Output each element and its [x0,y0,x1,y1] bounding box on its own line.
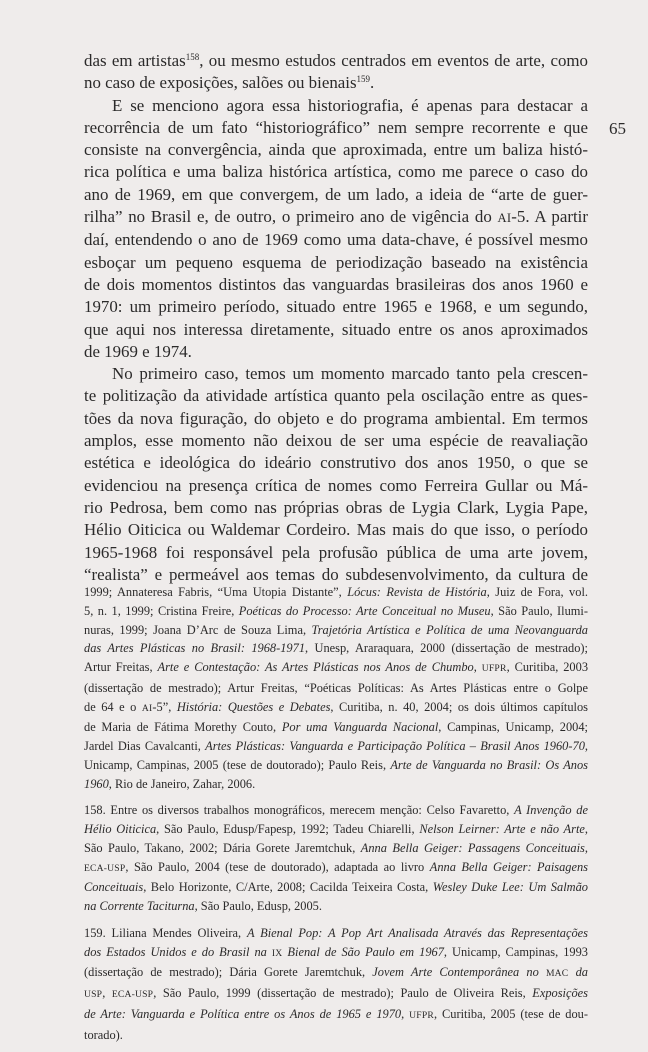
footnote-line: nuras, 1999; Joana D’Arc de Souza Lima, Trajetória Artística e Política de uma Neovanguarda [84,622,588,637]
text-line: daí, entendendo o ano de 1969 como uma data-chave, é possível mesmo [84,230,588,250]
text-line: que aqui nos interessa diretamente, situado entre os anos aproximados [84,319,588,339]
text-line: tões da nova figuração, do objeto e do programa ambiental. Em termos [84,408,588,428]
text-line: rica política e uma baliza histórica artística, como me parece o caso do [84,162,588,182]
footnote-line: de Maria de Fátima Morethy Couto, Por uma Vanguarda Nacional, Campinas, Unicamp, 2004; [84,720,588,735]
text-line: estética e ideológica do ideário construtivo dos anos 1950, o que se [84,453,588,473]
footnote-line: Hélio Oiticica, São Paulo, Edusp/Fapesp, 1992; Tadeu Chiarelli, Nelson Leirner: Arte e não Arte, [84,822,588,836]
main-text [84,50,588,586]
footnote-line: na Corrente Taciturna, São Paulo, Edusp, 2005. [84,899,322,913]
text-line: E se menciono agora essa historiografia, é apenas para destacar a [112,95,588,115]
footnote-line: 158. Entre os diversos trabalhos monográficos, merecem menção: Celso Favaretto, A Invenção de [84,803,588,818]
text-line: amplos, esse momento não deixou de ser uma espécie de reavaliação [84,431,588,451]
footnote-ref-158: 158 [185,52,200,62]
footnote-line: Conceituais, Belo Horizonte, C/Arte, 2008; Cacilda Teixeira Costa, Wesley Duke Lee: Um Salmão [84,880,588,895]
text-line: rilha” no Brasil e, de outro, o primeiro ano de vigência do AI-5. A partir [84,207,588,227]
text-line: 1970: um primeiro período, situado entre 1965 e 1968, e um segundo, [84,297,588,317]
text-line: no caso de exposições, salões ou bienais$^{159}$. [84,73,375,93]
footnote-159 [84,924,588,1045]
text-line: “realista” e permeável aos temas do subdesenvolvimento, da cultura de [84,564,588,584]
footnote-line: torado). [84,1027,123,1042]
text-line: te politização da atividade artística quanto pela oscilação entre as ques- [84,386,588,406]
footnote-ref-159: 159 [356,74,371,85]
paragraph-2 [84,95,588,364]
footnote-line: dos Estados Unidos e do Brasil na IX Bienal de São Paulo em 1967, Unicamp, Campinas, 1993 [84,944,588,959]
footnote-line: (dissertação de mestrado); Artur Freitas, “Poéticas Políticas: As Artes Plásticas entre o Golpe [84,680,588,695]
text-line: No primeiro caso, temos um momento marcado tanto pela crescen- [112,364,588,384]
footnote-line: (dissertação de mestrado); Dária Gorete Jaremtchuk, Jovem Arte Contemporânea no MAC da [84,965,588,980]
footnote-line: 1960, Rio de Janeiro, Zahar, 2006. [84,776,256,791]
footnote-line: São Paulo, Takano, 2002; Dária Gorete Jaremtchuk, Anna Bella Geiger: Passagens Conceituais, [84,840,588,855]
footnote-line: 5, n. 1, 1999; Cristina Freire, Poéticas do Processo: Arte Conceitual no Museu, São Paulo, Ilumi- [84,603,588,618]
footnote-line: USP, ECA-USP, São Paulo, 1999 (dissertação de mestrado); Paulo de Oliveira Reis, Exposições [84,986,588,1000]
footnote-line: de Arte: Vanguarda e Política entre os Anos de 1965 e 1970, UFPR, Curitiba, 2005 (tese de dou- [84,1006,588,1021]
footnote-line: ECA-USP, São Paulo, 2004 (tese de doutorado), adaptada ao livro Anna Bella Geiger: Paisagens [84,859,588,874]
page-number: 65 [609,119,626,138]
text-line: consiste na convergência, ainda que aproximada, entre um baliza histó- [84,140,588,160]
text-line: ano de 1969, em que convergem, de um lado, a ideia de “arte de guer- [84,184,588,204]
footnote-158 [84,801,588,916]
text-line: 1965-1968 foi responsável pela profusão pública de uma arte jovem, [84,542,588,562]
footnote-157-continued [84,583,588,793]
text-line: de 1969 e 1974. [84,341,192,361]
footnote-line: Artur Freitas, Arte e Contestação: As Artes Plásticas nos Anos de Chumbo, UFPR, Curitiba, 2003 [84,660,589,674]
footnote-line: das Artes Plásticas no Brasil: 1968-1971, Unesp, Araraquara, 2000 (dissertação de mestrado); [84,641,588,656]
footnote-line: 1999; Annateresa Fabris, “Uma Utopia Distante”, Lócus: Revista de História, Juiz de Fora, vol. [84,585,588,599]
footnote-line: de 64 e o AI-5”, História: Questões e Debates, Curitiba, n. 40, 2004; os dois últimos capítulos [84,699,588,714]
text-line: Hélio Oiticica ou Waldemar Cordeiro. Mas mais do que isso, o período [84,520,588,540]
text-line: esboçar um pequeno esquema de periodização baseado na existência [84,252,588,272]
text-line: rio Pedrosa, bem como nas próprias obras de Lygia Clark, Lygia Pape, [84,497,588,517]
text-line: recorrência de um fato “historiográfico” nem sempre recorrente e que [84,117,588,137]
text-line: de dois momentos distintos das vanguardas brasileiras dos anos 1960 e [84,274,588,294]
text-line: evidenciou na presença crítica de nomes como Ferreira Gullar ou Má- [84,475,588,495]
paragraph-3 [84,363,588,586]
paragraph-1 [84,50,588,95]
footnote-line: Jardel Dias Cavalcanti, Artes Plásticas: Vanguarda e Participação Política – Brasil Anos 1960-70, [84,739,588,753]
footnotes [84,583,588,1052]
footnote-line: Unicamp, Campinas, 2005 (tese de doutorado); Paulo Reis, Arte de Vanguarda no Brasil: Os Anos [84,757,588,772]
footnote-line: 159. Liliana Mendes Oliveira, A Bienal Pop: A Pop Art Analisada Através das Representações [84,925,588,940]
text-line: das em artistas$^{158}$, ou mesmo estudos centrados em eventos de arte, como [84,51,588,70]
